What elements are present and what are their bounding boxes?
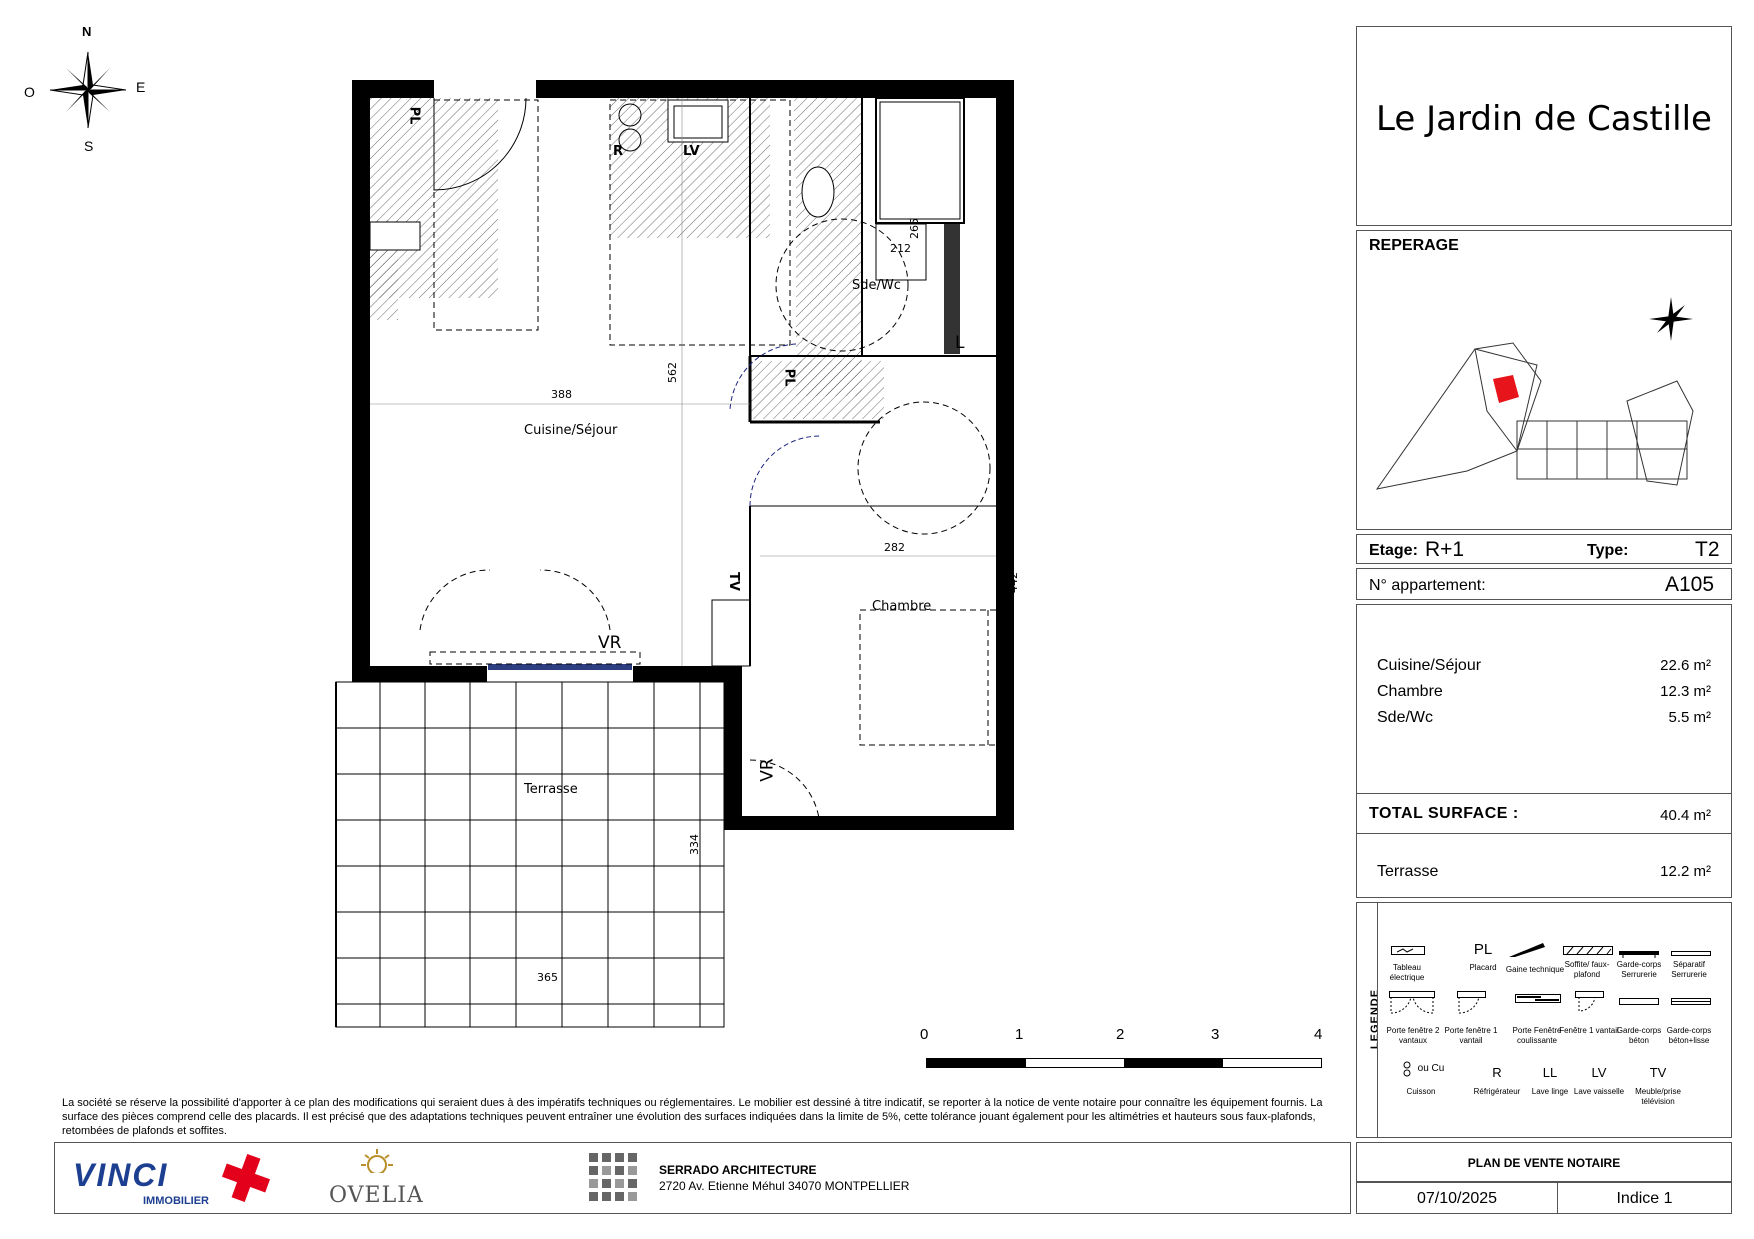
- scale-tick-4: 4: [1314, 1026, 1323, 1043]
- scale-tick-1: 1: [1015, 1026, 1024, 1043]
- legende-title: LEGENDE: [1369, 988, 1382, 1050]
- legend-item-f1: [1575, 991, 1605, 1020]
- legend-caption-5: Séparatif Serrurerie: [1671, 960, 1707, 979]
- site-map: [1367, 261, 1717, 521]
- disclaimer: La société se réserve la possibilité d'apporter à ce plan des modifications qui seraient dues à des impératifs techniques ou réglementaires. Le mobilier est dessiné à titre indicatif, se reporter à la notice de vente notaire pour connaître les équipement fournis. La surface des pièces comprend celle des placards. Il est précisé que des adaptations techniques peuvent entraîner une évolution des surfaces indiquées dans la limite de 5%, cette tolérance jouant également pour les altimétries et hauteurs sous faux-plafonds, retombées de plafonds et soffites.: [62, 1097, 1323, 1137]
- room-name: Sde/Wc: [1377, 709, 1434, 726]
- code-vr: VR: [598, 633, 622, 653]
- terrasse-row: [1377, 863, 1711, 881]
- legend-item-pf2: [1389, 991, 1435, 1020]
- room-area: 12.3 m²: [1660, 683, 1711, 700]
- porte-fenetre-1-vantail-icon: [1457, 991, 1487, 1015]
- room-label-chambre: Chambre: [872, 599, 932, 614]
- doc-date: 07/10/2025: [1416, 1190, 1498, 1207]
- appartement-row: [1356, 568, 1732, 600]
- garde-corps-serrurerie-icon: [1619, 950, 1659, 958]
- compass-rose-icon: [20, 24, 150, 154]
- reperage-title: REPERAGE: [1369, 237, 1459, 254]
- gaine-technique-icon: [1507, 941, 1547, 959]
- code-vr-2: VR: [757, 758, 778, 782]
- legend-caption-6: Porte fenêtre 2 vantaux: [1386, 1026, 1440, 1045]
- code-r: R: [613, 144, 624, 159]
- separatif-serrurerie-icon: [1671, 950, 1711, 958]
- code-tv: TV: [725, 572, 741, 591]
- title-box: [1356, 26, 1732, 226]
- indice-box: [1557, 1182, 1732, 1214]
- etage-label: Etage:: [1369, 542, 1418, 559]
- legend-caption-10: Garde-corps béton: [1616, 1026, 1662, 1045]
- doc-type: PLAN DE VENTE NOTAIRE: [1467, 1156, 1621, 1170]
- garde-corps-beton-lisse-icon: [1671, 998, 1711, 1006]
- apartment-highlight: [1493, 375, 1519, 403]
- soffite-icon: [1563, 946, 1613, 956]
- legend-code-tv: TV: [1649, 1065, 1667, 1080]
- compass-s: S: [84, 138, 94, 154]
- legend-item-gcbl: [1671, 993, 1711, 1011]
- legend-code-cuisson: ou Cu: [1417, 1063, 1445, 1074]
- legend-caption-12: Cuisson: [1406, 1087, 1436, 1096]
- ovelia-wordmark: OVELIA: [329, 1183, 424, 1208]
- compass: [20, 24, 150, 154]
- serrado-grid-icon: [589, 1153, 639, 1203]
- floor-plan: [320, 70, 1060, 1030]
- legend-caption-15: Lave vaisselle: [1573, 1087, 1625, 1096]
- doc-indice: Indice 1: [1616, 1190, 1673, 1207]
- dim-562: 562: [666, 362, 679, 383]
- terrasse-area: 12.2 m²: [1660, 863, 1711, 880]
- porte-fenetre-coulissante-icon: [1515, 994, 1561, 1004]
- room-row-2: [1377, 709, 1711, 727]
- legend-code-lv: LV: [1591, 1065, 1607, 1080]
- room-name: Cuisine/Séjour: [1377, 657, 1482, 674]
- room-area: 22.6 m²: [1660, 657, 1711, 674]
- dim-265: 265: [908, 218, 921, 239]
- room-row-0: [1377, 657, 1711, 675]
- legend-code-r: R: [1492, 1065, 1502, 1080]
- code-pl: PL: [406, 106, 422, 125]
- room-name: Chambre: [1377, 683, 1443, 700]
- compass-n: N: [82, 24, 92, 39]
- scale-tick-2: 2: [1116, 1026, 1125, 1043]
- room-row-1: [1377, 683, 1711, 701]
- vinci-sub: IMMOBILIER: [143, 1195, 209, 1207]
- type-value: T2: [1695, 538, 1720, 561]
- scale-bar: [920, 1024, 1326, 1074]
- vinci-logo: [73, 1153, 273, 1209]
- mini-compass-icon: [1649, 297, 1693, 341]
- legend-caption-2: Gaine technique: [1505, 965, 1565, 974]
- type-label: Type:: [1587, 542, 1629, 559]
- architect-address: 2720 Av. Etienne Méhul 34070 MONTPELLIER: [659, 1179, 910, 1193]
- project-title: Le Jardin de Castille: [1376, 99, 1712, 139]
- architect-name: SERRADO ARCHITECTURE: [659, 1163, 817, 1177]
- compass-e: E: [136, 79, 146, 95]
- legend-caption-1: Placard: [1469, 963, 1497, 972]
- code-lv: LV: [683, 144, 700, 159]
- code-l: L: [955, 333, 965, 353]
- dim-442: 442: [1007, 572, 1020, 593]
- legend-item-gaine: [1507, 941, 1547, 964]
- compass-o: O: [24, 84, 35, 100]
- etage-value: R+1: [1425, 538, 1465, 561]
- legend-item-soffite: [1563, 943, 1613, 961]
- legend-caption-13: Réfrigérateur: [1473, 1087, 1521, 1096]
- ovelia-logo: [323, 1145, 433, 1213]
- date-box: [1356, 1182, 1558, 1214]
- porte-fenetre-2-vantaux-icon: [1389, 991, 1435, 1015]
- total-label: TOTAL SURFACE :: [1369, 805, 1519, 822]
- garde-corps-beton-icon: [1619, 998, 1659, 1006]
- reperage-box: [1356, 230, 1732, 530]
- legend-caption-16: Meuble/prise télévision: [1635, 1087, 1681, 1106]
- legend-code-pl: PL: [1473, 941, 1493, 958]
- legend-caption-8: Porte Fenêtre coulissante: [1512, 1026, 1562, 1045]
- room-label-cuisine: Cuisine/Séjour: [524, 423, 618, 438]
- doc-type-box: [1356, 1142, 1732, 1182]
- serrado-logo: [589, 1153, 639, 1203]
- etage-row: [1356, 534, 1732, 564]
- vinci-cross-icon: [221, 1153, 273, 1203]
- ovelia-sun-icon: [359, 1147, 395, 1173]
- total-row: [1369, 805, 1711, 823]
- fenetre-1-vantail-icon: [1575, 991, 1605, 1015]
- legend-item-tableau: [1391, 943, 1425, 961]
- room-label-sdewc: Sde/Wc: [852, 278, 901, 293]
- legend-caption-14: Lave linge: [1531, 1087, 1569, 1096]
- legend-caption-3: Soffite/ faux-plafond: [1564, 960, 1610, 979]
- tableau-electrique-icon: [1391, 946, 1425, 956]
- legende-box: [1356, 902, 1732, 1138]
- legend-caption-7: Porte fenêtre 1 vantail: [1444, 1026, 1498, 1045]
- legend-item-gcb: [1619, 993, 1659, 1011]
- scale-tick-0: 0: [920, 1026, 929, 1043]
- legend-caption-9: Fenêtre 1 vantail: [1559, 1026, 1619, 1035]
- dim-212: 212: [890, 242, 911, 255]
- legend-caption-0: Tableau électrique: [1389, 963, 1425, 982]
- appartement-value: A105: [1665, 573, 1715, 596]
- dim-334: 334: [688, 834, 701, 855]
- legend-item-pfc: [1515, 991, 1561, 1009]
- code-pl-2: PL: [781, 368, 797, 387]
- appartement-label: N° appartement:: [1369, 577, 1486, 594]
- room-label-terrasse: Terrasse: [524, 782, 578, 797]
- room-area: 5.5 m²: [1668, 709, 1711, 726]
- surfaces-box: [1356, 604, 1732, 898]
- dim-365: 365: [537, 971, 558, 984]
- dim-388: 388: [551, 388, 572, 401]
- legend-caption-4: Garde-corps Serrurerie: [1616, 960, 1662, 979]
- legend-caption-11: Garde-corps béton+lisse: [1666, 1026, 1712, 1045]
- logo-bar: [54, 1142, 1351, 1214]
- terrasse-name: Terrasse: [1377, 863, 1439, 880]
- dim-282: 282: [884, 541, 905, 554]
- scale-tick-3: 3: [1211, 1026, 1220, 1043]
- vinci-wordmark: VINCI: [73, 1157, 169, 1193]
- legend-item-pf1: [1457, 991, 1487, 1020]
- total-value: 40.4 m²: [1660, 807, 1711, 824]
- legend-code-ll: LL: [1542, 1065, 1558, 1080]
